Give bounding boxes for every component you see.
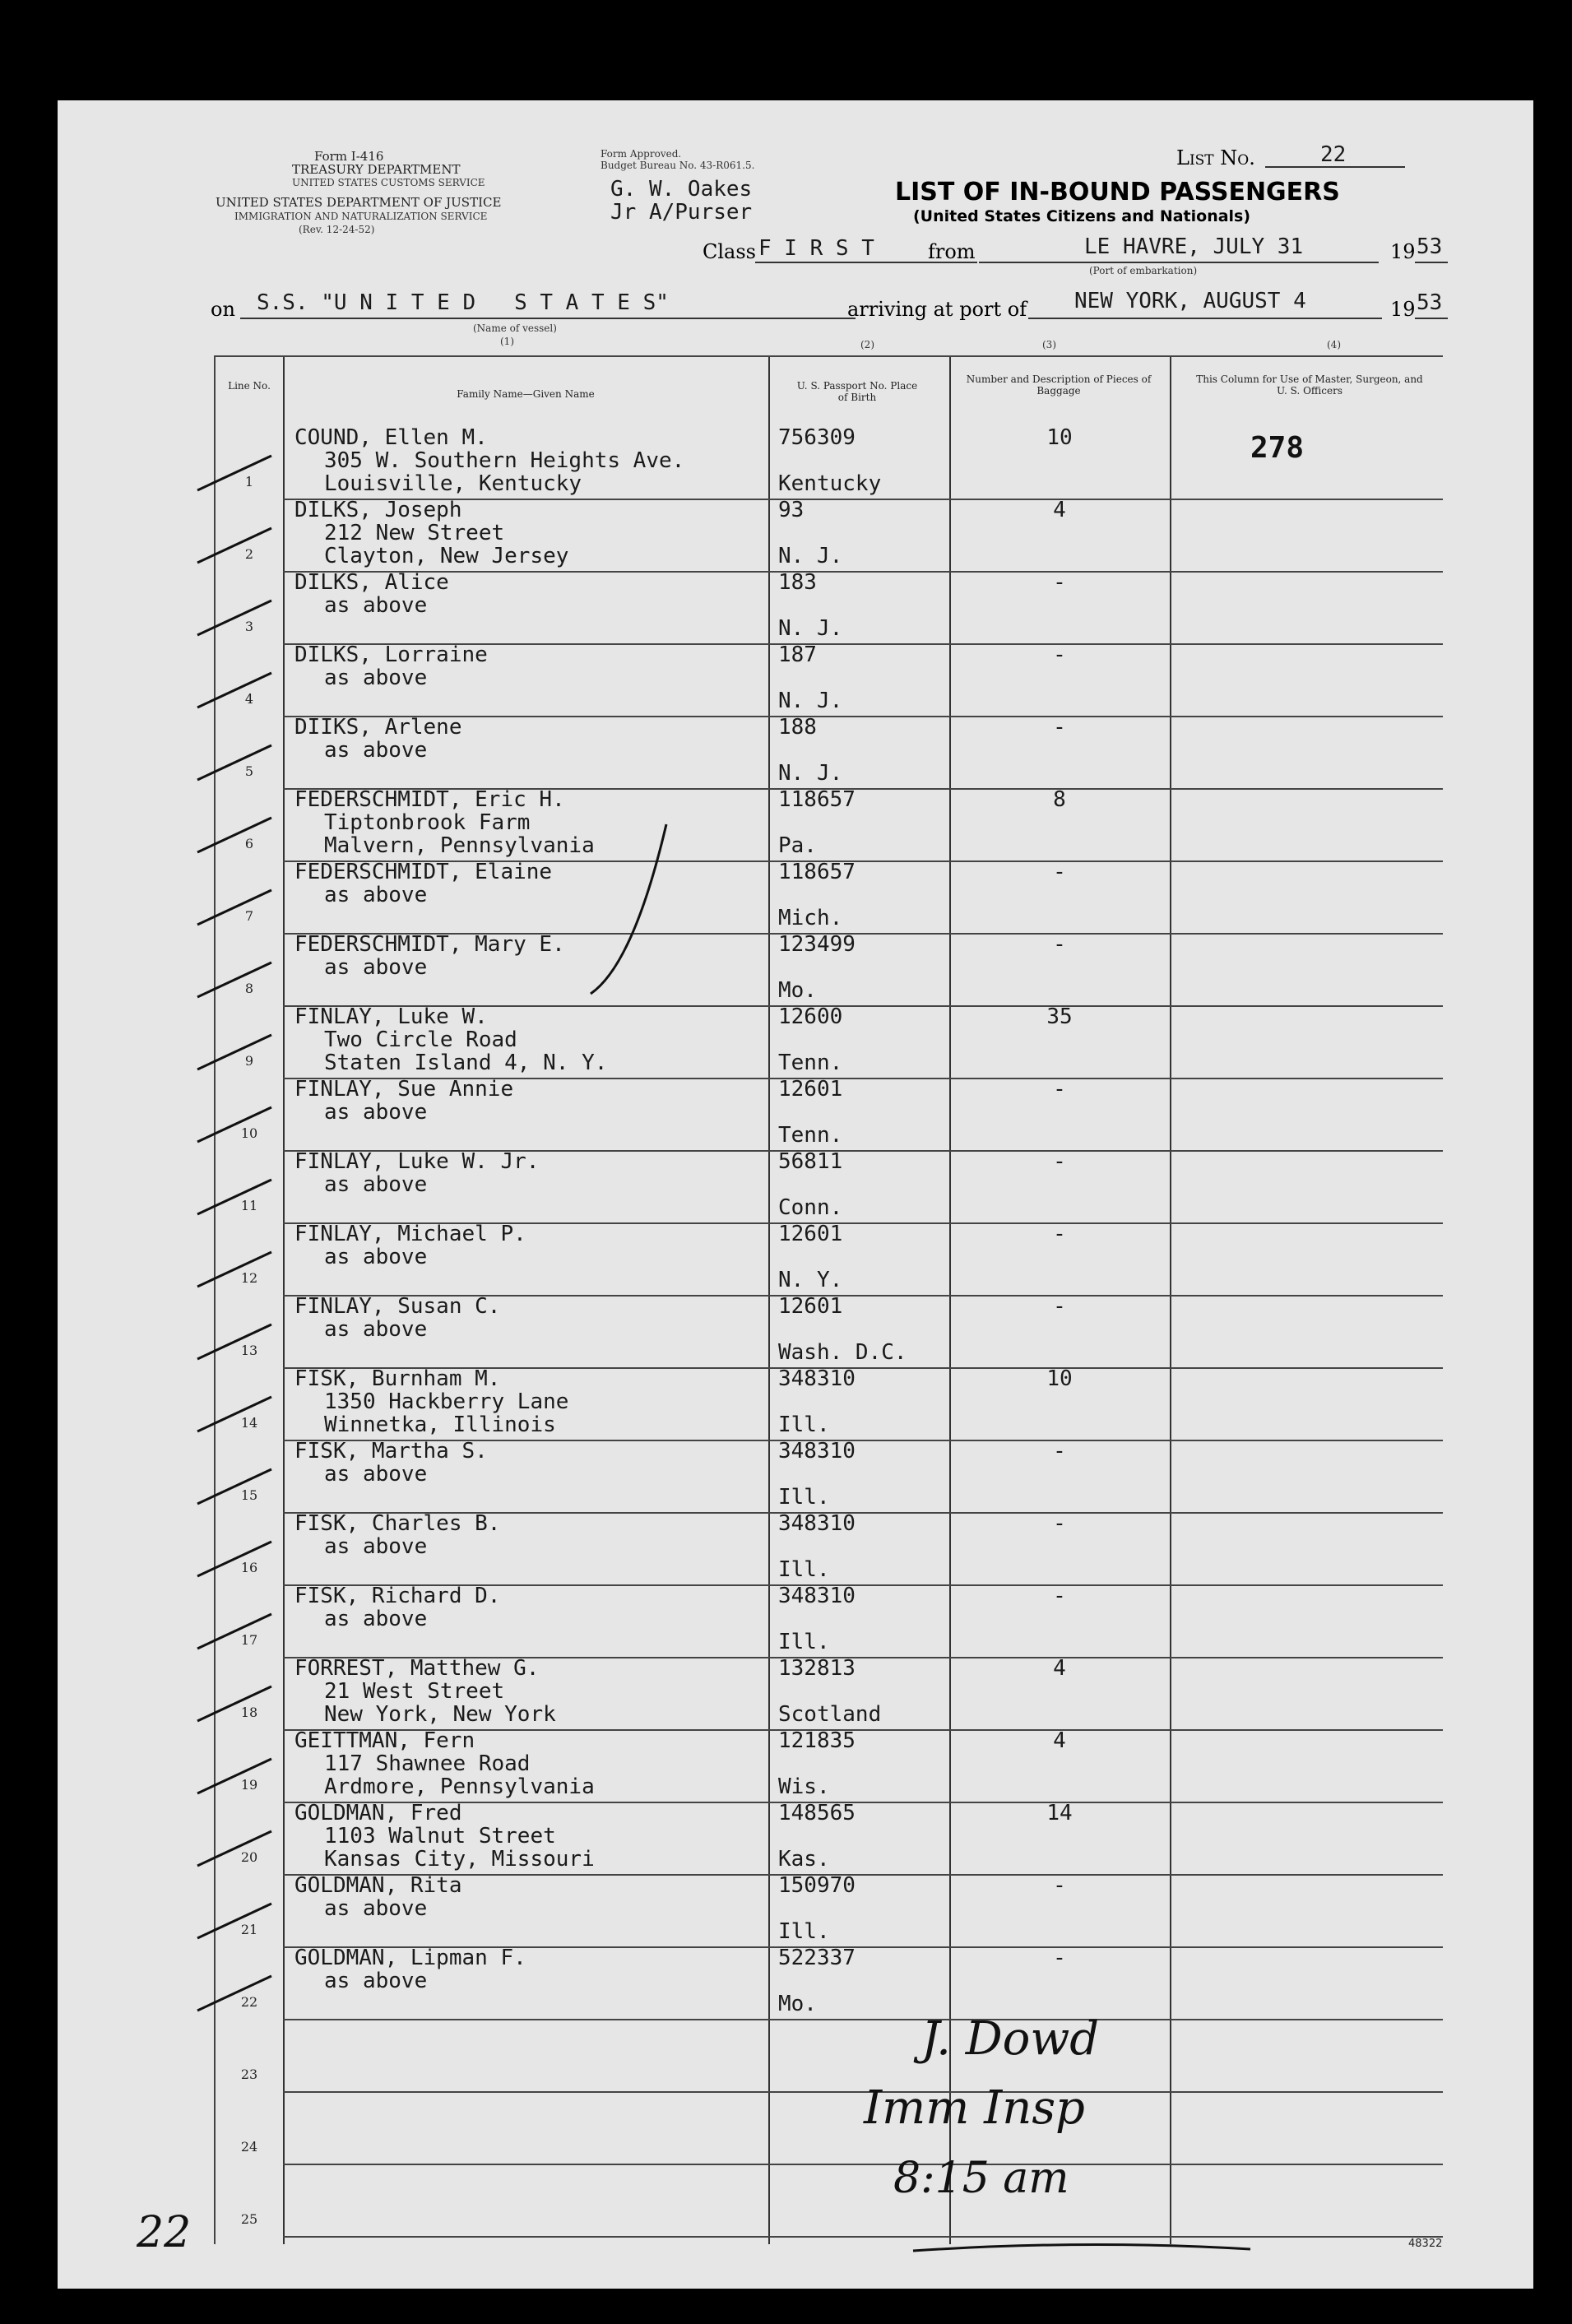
passport-number: 12601 [778, 1294, 843, 1319]
baggage-count: 4 [1053, 498, 1066, 522]
line-number: 6 [244, 836, 254, 851]
baggage-count: 8 [1053, 787, 1066, 812]
col4-number: (4) [1327, 339, 1341, 350]
col2-number: (2) [860, 339, 874, 350]
place-of-birth: N. J. [778, 761, 843, 786]
passport-number: 348310 [778, 1366, 856, 1391]
check-mark [197, 745, 271, 780]
form-number: Form I-416 [314, 149, 384, 164]
address-line-1: as above [324, 666, 428, 690]
purser-name: G. W. Oakes [610, 177, 753, 202]
col-header-name: Family Name—Given Name [457, 388, 595, 400]
baggage-count: - [1053, 1077, 1066, 1102]
baggage-count: - [1053, 1873, 1066, 1898]
port-caption: (Port of embarkation) [1089, 265, 1198, 276]
address-line-1: as above [324, 1245, 428, 1269]
place-of-birth: N. J. [778, 616, 843, 641]
passenger-name: COUND, Ellen M. [294, 425, 488, 450]
passport-number: 150970 [778, 1873, 856, 1898]
address-line-1: as above [324, 738, 428, 763]
check-mark [197, 1831, 271, 1866]
address-line-1: as above [324, 1896, 428, 1921]
line-number: 3 [244, 619, 254, 634]
line-number: 2 [244, 546, 254, 562]
check-mark [197, 1252, 271, 1287]
check-mark [197, 1904, 271, 1938]
passport-number: 118657 [778, 860, 856, 884]
vessel-caption: (Name of vessel) [473, 322, 557, 334]
passenger-name: FINLAY, Luke W. Jr. [294, 1149, 540, 1174]
line-number: 23 [240, 2067, 258, 2082]
passport-number: 348310 [778, 1584, 856, 1608]
bracket-mark [591, 824, 666, 994]
line-number: 19 [240, 1777, 258, 1793]
passenger-name: DILKS, Joseph [294, 498, 462, 522]
passenger-name: FISK, Martha S. [294, 1439, 488, 1464]
check-marks [58, 100, 1533, 2289]
manifest-sheet [58, 100, 1533, 2289]
passport-number: 132813 [778, 1656, 856, 1681]
address-line-1: 1103 Walnut Street [324, 1824, 556, 1849]
line-number: 18 [240, 1705, 258, 1720]
place-of-birth: Ill. [778, 1557, 830, 1582]
list-no: 22 [1320, 142, 1347, 167]
check-mark [197, 1180, 271, 1214]
justice-dept: UNITED STATES DEPARTMENT OF JUSTICE [216, 195, 502, 210]
line-number: 21 [240, 1922, 258, 1937]
place-of-birth: Mo. [778, 978, 817, 1003]
purser-title: Jr A/Purser [610, 200, 753, 225]
passenger-name: GOLDMAN, Lipman F. [294, 1946, 526, 1970]
place-of-birth: Tenn. [778, 1051, 843, 1075]
passenger-name: FISK, Charles B. [294, 1511, 501, 1536]
baggage-count: 4 [1053, 1728, 1066, 1753]
baggage-count: 14 [1046, 1801, 1073, 1825]
passenger-name: FORREST, Matthew G. [294, 1656, 540, 1681]
baggage-count: - [1053, 1584, 1066, 1608]
line-number: 13 [240, 1343, 258, 1358]
place-of-birth: Kentucky [778, 471, 882, 496]
inspector-title: Imm Insp [864, 2081, 1085, 2135]
col-header-passport: U. S. Passport No. Place of Birth [796, 380, 918, 403]
place-of-birth: N. J. [778, 544, 843, 568]
address-line-1: as above [324, 1607, 428, 1631]
address-line-2: Malvern, Pennsylvania [324, 833, 595, 858]
address-line-1: as above [324, 1100, 428, 1125]
baggage-count: - [1053, 1294, 1066, 1319]
form-revision: (Rev. 12-24-52) [299, 224, 375, 235]
baggage-count: - [1053, 715, 1066, 740]
passenger-name: FINLAY, Michael P. [294, 1222, 526, 1246]
officer-mark: 278 [1250, 431, 1305, 465]
from-year: 53 [1417, 234, 1443, 259]
passport-number: 187 [778, 642, 817, 667]
class-value: F I R S T [758, 236, 874, 261]
passenger-name: FISK, Richard D. [294, 1584, 501, 1608]
line-number: 20 [240, 1849, 258, 1865]
arrival-year-prefix: 19 [1390, 298, 1416, 321]
baggage-count: - [1053, 860, 1066, 884]
customs-service: UNITED STATES CUSTOMS SERVICE [292, 177, 485, 188]
passenger-name: FEDERSCHMIDT, Eric H. [294, 787, 565, 812]
budget-bureau: Budget Bureau No. 43-R061.5. [601, 160, 755, 171]
passport-number: 12601 [778, 1222, 843, 1246]
passport-number: 522337 [778, 1946, 856, 1970]
address-line-2: Clayton, New Jersey [324, 544, 569, 568]
place-of-birth: Wash. D.C. [778, 1340, 907, 1365]
form-code: 48322 [1408, 2238, 1443, 2250]
baggage-count: - [1053, 1149, 1066, 1174]
baggage-count: 35 [1046, 1004, 1073, 1029]
passport-number: 56811 [778, 1149, 843, 1174]
passenger-name: FINLAY, Sue Annie [294, 1077, 514, 1102]
place-of-birth: N. J. [778, 689, 843, 713]
passport-number: 348310 [778, 1511, 856, 1536]
check-mark [197, 1035, 271, 1069]
line-number: 22 [240, 1994, 258, 2010]
passport-number: 93 [778, 498, 805, 522]
place-of-birth: Ill. [778, 1919, 830, 1944]
address-line-1: 212 New Street [324, 521, 505, 545]
place-of-birth: Ill. [778, 1630, 830, 1654]
check-mark [197, 1324, 271, 1359]
line-number: 9 [244, 1053, 254, 1069]
col-header-baggage: Number and Description of Pieces of Baggage [966, 373, 1152, 397]
baggage-count: - [1053, 1222, 1066, 1246]
check-mark [197, 1542, 271, 1576]
baggage-count: 4 [1053, 1656, 1066, 1681]
passenger-name: GOLDMAN, Fred [294, 1801, 462, 1825]
vessel-name: S.S. "U N I T E D S T A T E S" [257, 290, 669, 315]
list-no-label: List No. [1176, 146, 1255, 169]
baggage-count: - [1053, 1511, 1066, 1536]
place-of-birth: N. Y. [778, 1268, 843, 1292]
address-line-1: as above [324, 883, 428, 907]
place-of-birth: Wis. [778, 1774, 830, 1799]
address-line-1: 1350 Hackberry Lane [324, 1389, 569, 1414]
check-mark [197, 1107, 271, 1142]
line-number: 16 [240, 1560, 258, 1575]
address-line-1: 305 W. Southern Heights Ave. [324, 448, 685, 473]
passenger-name: DILKS, Alice [294, 570, 449, 595]
place-of-birth: Pa. [778, 833, 817, 858]
check-mark [197, 1469, 271, 1504]
place-of-birth: Kas. [778, 1847, 830, 1872]
port-of-embarkation: LE HAVRE, JULY 31 [1084, 234, 1304, 259]
line-number: 7 [244, 908, 254, 924]
place-of-birth: Ill. [778, 1412, 830, 1437]
passenger-name: FEDERSCHMIDT, Elaine [294, 860, 553, 884]
baggage-count: - [1053, 1439, 1066, 1464]
line-number: 4 [244, 691, 254, 707]
arrival-year: 53 [1417, 290, 1443, 315]
page-title: LIST OF IN-BOUND PASSENGERS [895, 178, 1340, 206]
place-of-birth: Mich. [778, 906, 843, 930]
address-line-1: as above [324, 1317, 428, 1342]
check-mark [197, 1614, 271, 1649]
line-number: 8 [244, 981, 254, 996]
margin-note: 22 [137, 2208, 192, 2257]
line-number: 5 [244, 763, 254, 779]
baggage-count: 10 [1046, 1366, 1073, 1391]
address-line-1: Two Circle Road [324, 1027, 517, 1052]
line-number: 14 [240, 1415, 258, 1431]
place-of-birth: Scotland [778, 1702, 882, 1727]
passenger-name: GOLDMAN, Rita [294, 1873, 462, 1898]
line-number: 1 [244, 474, 254, 489]
passport-number: 12601 [778, 1077, 843, 1102]
on-label: on [211, 298, 235, 321]
passenger-name: FINLAY, Susan C. [294, 1294, 501, 1319]
address-line-1: as above [324, 593, 428, 618]
check-mark [197, 1686, 271, 1721]
address-line-1: 117 Shawnee Road [324, 1751, 531, 1776]
place-of-birth: Conn. [778, 1195, 843, 1220]
line-number: 17 [240, 1632, 258, 1648]
line-number: 25 [240, 2211, 258, 2227]
ins-service: IMMIGRATION AND NATURALIZATION SERVICE [234, 211, 488, 222]
passenger-name: DILKS, Lorraine [294, 642, 488, 667]
address-line-2: Ardmore, Pennsylvania [324, 1774, 595, 1799]
col-header-officers: This Column for Use of Master, Surgeon, and U. S. Officers [1196, 373, 1423, 397]
address-line-2: New York, New York [324, 1702, 556, 1727]
address-line-1: Tiptonbrook Farm [324, 810, 531, 835]
passenger-name: FINLAY, Luke W. [294, 1004, 488, 1029]
page-subtitle: (United States Citizens and Nationals) [913, 207, 1251, 225]
class-label: Class [703, 240, 756, 263]
baggage-count: - [1053, 570, 1066, 595]
passport-number: 123499 [778, 932, 856, 957]
passport-number: 183 [778, 570, 817, 595]
col3-number: (3) [1042, 339, 1056, 350]
vessel-col-number: (1) [500, 336, 514, 347]
col-header-line: Line No. [228, 380, 271, 392]
arriving-label: arriving at port of [847, 298, 1027, 321]
baggage-count: - [1053, 932, 1066, 957]
address-line-1: as above [324, 1462, 428, 1487]
check-mark [197, 1976, 271, 2011]
line-number: 12 [240, 1270, 258, 1286]
address-line-2: Kansas City, Missouri [324, 1847, 595, 1872]
passenger-name: FISK, Burnham M. [294, 1366, 501, 1391]
inspection-time: 8:15 am [893, 2154, 1069, 2203]
passport-number: 148565 [778, 1801, 856, 1825]
treasury-dept: TREASURY DEPARTMENT [292, 162, 461, 177]
place-of-birth: Ill. [778, 1485, 830, 1510]
address-line-2: Louisville, Kentucky [324, 471, 582, 496]
line-number: 24 [240, 2139, 258, 2155]
address-line-1: as above [324, 1172, 428, 1197]
address-line-1: as above [324, 1534, 428, 1559]
check-mark [197, 673, 271, 707]
passport-number: 756309 [778, 425, 856, 450]
passport-number: 188 [778, 715, 817, 740]
passenger-name: FEDERSCHMIDT, Mary E. [294, 932, 565, 957]
check-mark [197, 1397, 271, 1431]
line-number: 15 [240, 1487, 258, 1503]
passport-number: 348310 [778, 1439, 856, 1464]
passport-number: 118657 [778, 787, 856, 812]
address-line-1: 21 West Street [324, 1679, 505, 1704]
line-number: 10 [240, 1125, 258, 1141]
address-line-2: Staten Island 4, N. Y. [324, 1051, 608, 1075]
signature-underline [913, 2244, 1250, 2251]
address-line-2: Winnetka, Illinois [324, 1412, 556, 1437]
check-mark [197, 528, 271, 563]
from-label: from [928, 240, 976, 263]
form-approved: Form Approved. [601, 148, 682, 160]
check-mark [197, 963, 271, 997]
baggage-count: 10 [1046, 425, 1073, 450]
inspector-signature: J. Dowd [921, 2012, 1100, 2066]
passenger-name: GEITTMAN, Fern [294, 1728, 475, 1753]
place-of-birth: Mo. [778, 1992, 817, 2016]
passport-number: 121835 [778, 1728, 856, 1753]
baggage-count: - [1053, 642, 1066, 667]
check-mark [197, 1759, 271, 1793]
check-mark [197, 456, 271, 490]
check-mark [197, 890, 271, 925]
line-number: 11 [240, 1198, 258, 1213]
passenger-name: DIIKS, Arlene [294, 715, 462, 740]
arrival-port: NEW YORK, AUGUST 4 [1074, 289, 1306, 313]
check-mark [197, 601, 271, 635]
address-line-1: as above [324, 1969, 428, 1993]
check-mark [197, 818, 271, 852]
address-line-1: as above [324, 955, 428, 980]
from-year-prefix: 19 [1390, 240, 1416, 263]
passport-number: 12600 [778, 1004, 843, 1029]
baggage-count: - [1053, 1946, 1066, 1970]
place-of-birth: Tenn. [778, 1123, 843, 1148]
